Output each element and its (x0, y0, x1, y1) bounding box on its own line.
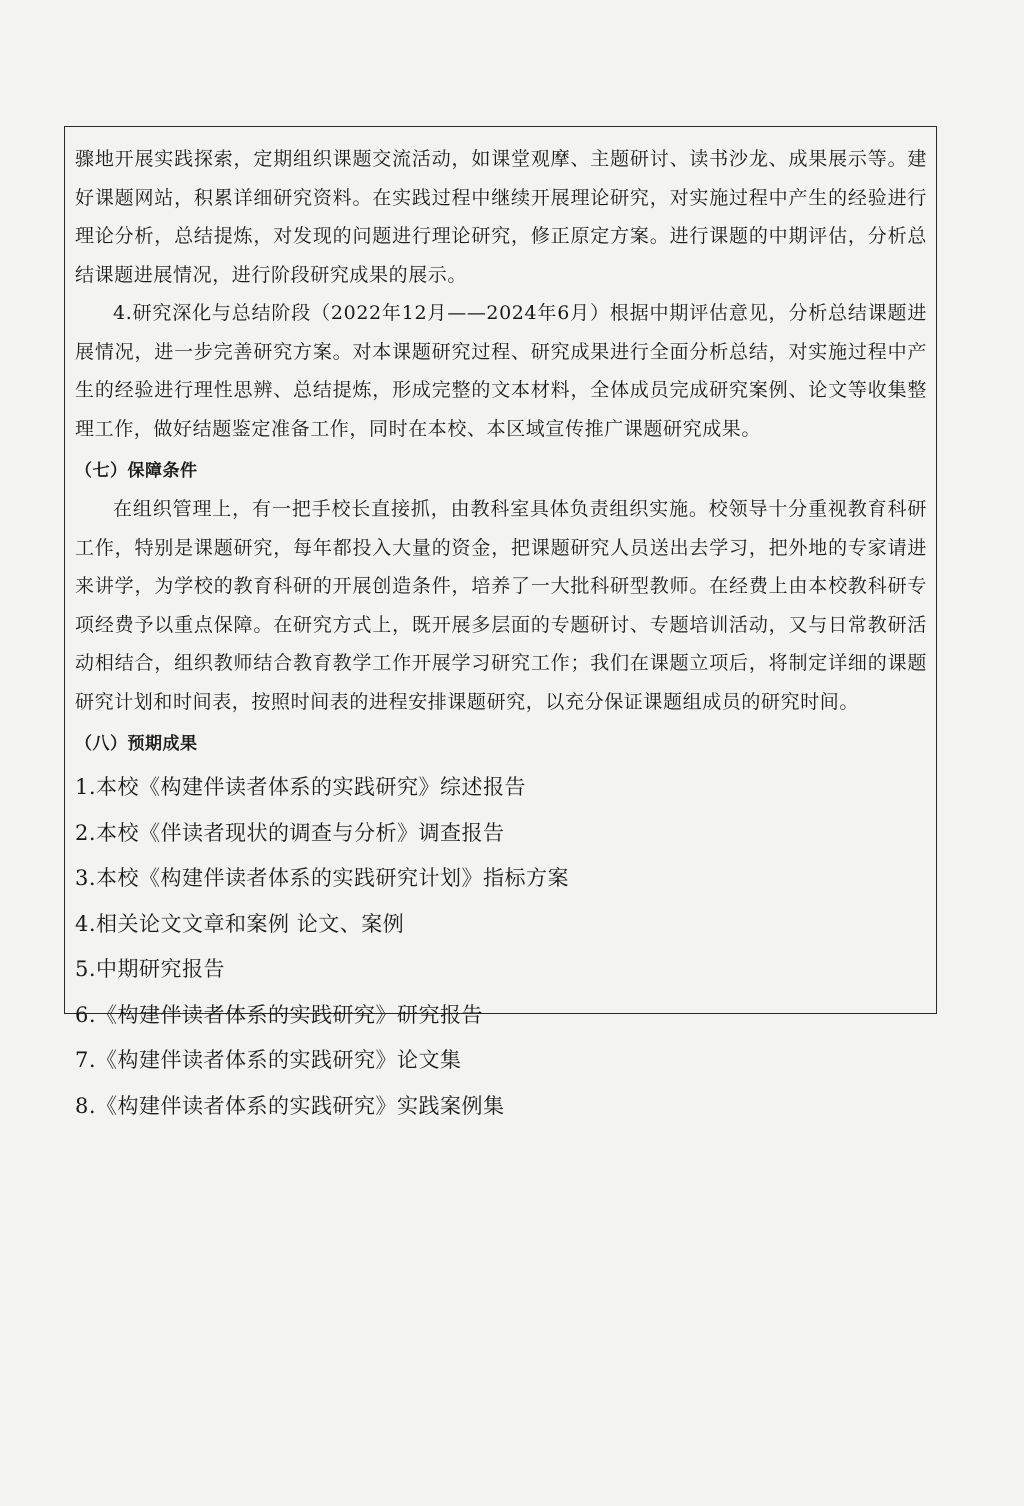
research-stage3-continuation: 骤地开展实践探索，定期组织课题交流活动，如课堂观摩、主题研讨、读书沙龙、成果展示等。建好课题网站，积累详细研究资料。在实践过程中继续开展理论研究，对实施过程中产生的经验进行理论分析，总结提炼，对发现的问题进行理论研究，修正原定方案。进行课题的中期评估，分析总结课题进展情况，进行阶段研究成果的展示。 (75, 148, 927, 286)
list-item: 8.《构建伴读者体系的实践研究》实践案例集 (75, 1093, 505, 1118)
expected-outcomes-list (75, 765, 927, 1129)
list-item: 7.《构建伴读者体系的实践研究》论文集 (75, 1048, 462, 1072)
list-item: 6.《构建伴读者体系的实践研究》研究报告 (75, 1002, 484, 1027)
list-item: 2.本校《伴读者现状的调查与分析》调查报告 (75, 820, 505, 845)
form-content (75, 140, 927, 1129)
list-item: 1.本校《构建伴读者体系的实践研究》综述报告 (75, 775, 527, 799)
section-heading-outcomes: （八）预期成果 (75, 734, 198, 754)
section-heading-guarantee: （七）保障条件 (75, 461, 198, 481)
list-item: 5.中期研究报告 (75, 957, 226, 981)
guarantee-paragraph: 在组织管理上，有一把手校长直接抓，由教科室具体负责组织实施。校领导十分重视教育科研工作，特别是课题研究，每年都投入大量的资金，把课题研究人员送出去学习，把外地的专家请进来讲学，为学校的教育科研的开展创造条件，培养了一大批科研型教师。在经费上由本校教科研专项经费予以重点保障。在研究方式上，既开展多层面的专题研讨、专题培训活动，又与日常教研活动相结合，组织教师结合教育教学工作开展学习研究工作；我们在课题立项后，将制定详细的课题研究计划和时间表，按照时间表的进程安排课题研究，以充分保证课题组成员的研究时间。 (75, 498, 927, 713)
list-item: 4.相关论文文章和案例 论文、案例 (75, 911, 405, 936)
list-item: 3.本校《构建伴读者体系的实践研究计划》指标方案 (75, 866, 570, 890)
research-stage4-paragraph: 4.研究深化与总结阶段（2022年12月——2024年6月）根据中期评估意见，分析总结课题进展情况，进一步完善研究方案。对本课题研究过程、研究成果进行全面分析总结，对实施过程中产生的经验进行理性思辨、总结提炼，形成完整的文本材料，全体成员完成研究案例、论文等收集整理工作，做好结题鉴定准备工作，同时在本校、本区域宣传推广课题研究成果。 (75, 302, 927, 440)
